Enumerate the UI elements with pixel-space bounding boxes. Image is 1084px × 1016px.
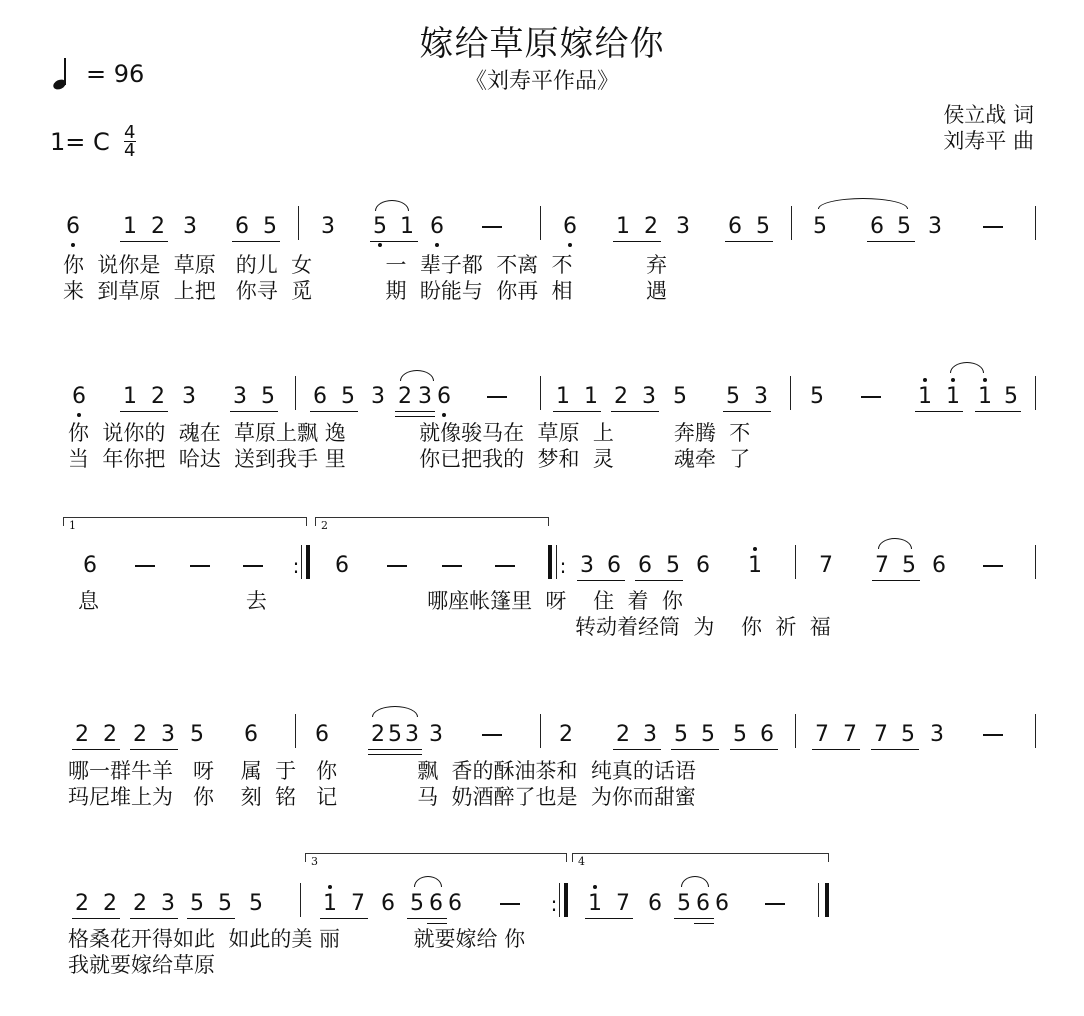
system-5-notes: 2 2 2 3 5 5 5 1 7 6 5 6 6 : 1 7 6 5 6 6 [0, 889, 1084, 919]
system-4-notes: 2 2 2 3 5 6 6 2 5 3 3 2 2 3 5 5 5 6 7 7 7 5 3 [0, 720, 1084, 750]
system-5-lyric-2: 我就要嫁给草原 [68, 953, 215, 977]
system-4-lyric-2: 玛尼堆上为 你 刻 铭 记 马 奶酒醉了也是 为你而甜蜜 [68, 785, 696, 809]
system-1-lyric-1: 你 说你是 草原 的儿 女 一 辈子都 不离 不 弃 [63, 253, 667, 277]
system-4-lyric-1: 哪一群牛羊 呀 属 于 你 飘 香的酥油茶和 纯真的话语 [68, 759, 696, 783]
time-bottom: 4 [124, 140, 136, 161]
time-signature [124, 124, 136, 159]
composer-credit: 刘寿平 曲 [943, 129, 1034, 153]
song-subtitle: 《刘寿平作品》 [464, 69, 619, 94]
system-5-lyric-1: 格桑花开得如此 如此的美 丽 就要嫁给 你 [68, 927, 526, 951]
tempo-marking [52, 58, 144, 90]
volta-2: 2 [315, 517, 549, 526]
tempo-value: = 96 [86, 60, 145, 88]
system-2-lyric-1: 你 说你的 魂在 草原上飘 逸 就像骏马在 草原 上 奔腾 不 [68, 421, 751, 445]
lyricist-credit: 侯立战 词 [943, 103, 1034, 127]
credits [943, 102, 1034, 154]
system-3-notes: 6 : 6 : 3 6 6 5 6 1 7 7 5 6 [0, 551, 1084, 581]
system-3-lyric-2: 转动着经筒 为 你 祈 福 [575, 615, 831, 639]
system-2-lyric-2: 当 年你把 哈达 送到我手 里 你已把我的 梦和 灵 魂牵 了 [68, 447, 751, 471]
key-signature [50, 124, 136, 159]
song-title: 嫁给草原嫁给你 [419, 24, 665, 64]
system-1-notes: 6 1 2 3 6 5 3 5 1 6 6 1 2 3 6 5 5 6 5 3 [0, 212, 1084, 242]
system-2-notes: 6 1 2 3 3 5 6 5 3 2 3 6 1 1 2 3 5 5 3 5 1 1 1 5 [0, 382, 1084, 412]
quarter-note-icon [52, 58, 74, 90]
key-label: 1= C [50, 127, 110, 156]
system-1-lyric-2: 来 到草原 上把 你寻 觅 期 盼能与 你再 相 遇 [63, 279, 667, 303]
time-top: 4 [124, 122, 136, 143]
volta-4: 4 [572, 853, 829, 862]
volta-3: 3 [305, 853, 567, 862]
volta-1: 1 [63, 517, 307, 526]
system-3-lyric-1: 息 去 哪座帐篷里 呀 住 着 你 [78, 589, 683, 613]
